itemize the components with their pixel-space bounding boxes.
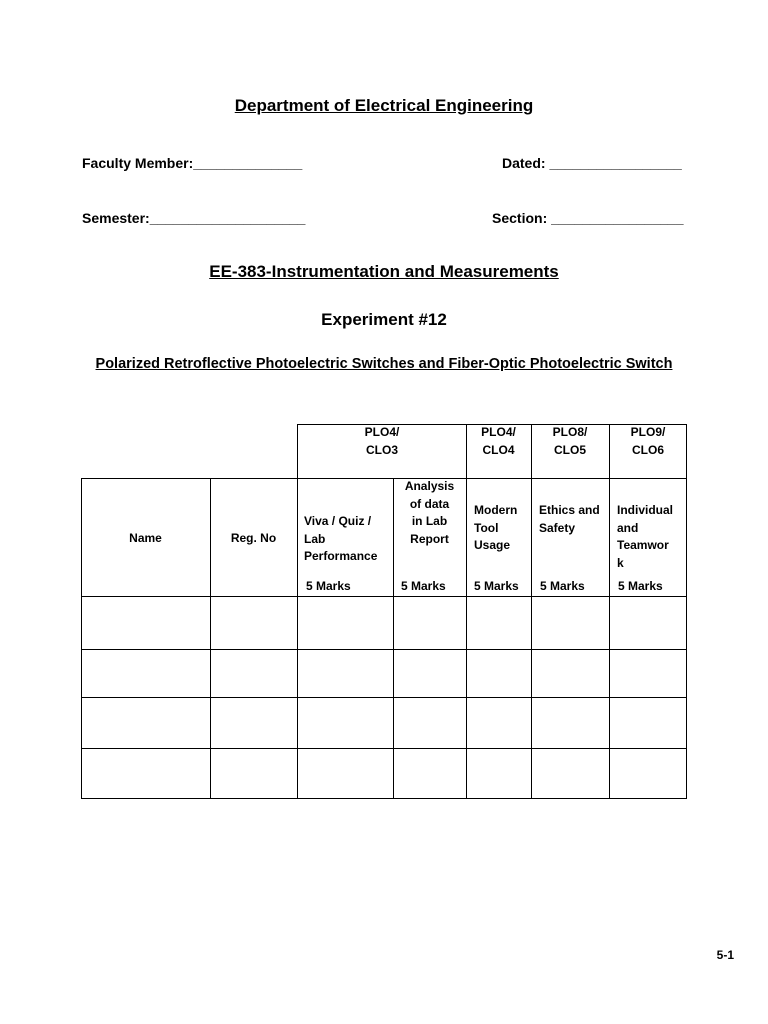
marks-label: 5 Marks [474,579,519,593]
criterion-line: Performance [304,549,378,563]
plo-header-3 [531,424,609,459]
faculty-member-label: Faculty Member: [82,155,194,171]
table-row[interactable] [82,749,686,798]
dated-label: Dated: [502,155,550,171]
criterion-analysis-of-data [393,478,466,548]
criterion-ethics-and-safety [539,502,609,537]
name-header: Name [129,531,162,545]
marks-label: 5 Marks [618,579,663,593]
marks-label: 5 Marks [540,579,585,593]
section-field[interactable] [492,210,684,226]
dated-blank[interactable]: _________________ [549,155,682,171]
criterion-line: Viva / Quiz / [304,514,372,528]
criterion-line: Ethics and [539,503,600,517]
table-row[interactable] [82,650,686,697]
criterion-line: Individual [617,503,674,517]
plo-header-1 [297,424,467,459]
faculty-member-field[interactable] [82,155,302,171]
course-title: EE-383-Instrumentation and Measurements [209,262,559,281]
criterion-line: in Lab [411,514,448,528]
clo-label: CLO5 [553,442,586,457]
table-row[interactable] [82,698,686,748]
semester-blank[interactable]: ____________________ [149,210,306,226]
section-blank[interactable]: _________________ [551,210,684,226]
plo-header-2 [466,424,531,459]
criterion-line: Tool [474,520,499,535]
marks-label: 5 Marks [401,579,446,593]
criterion-line: Lab [304,531,326,546]
reg-no-header: Reg. No [230,531,277,545]
table-row[interactable] [82,597,686,649]
plo-label: PLO4/ [364,425,400,439]
plo-label: PLO4/ [481,425,516,439]
criterion-modern-tool-usage [474,502,532,555]
criterion-line: Safety [539,520,576,535]
criterion-line: of data [409,496,450,511]
marks-label: 5 Marks [306,579,351,593]
clo-label: CLO6 [631,442,664,457]
page-number: 5-1 [716,948,734,962]
criterion-line: Teamwor [617,538,669,552]
criterion-line: Modern [474,503,518,517]
criterion-viva-quiz-lab [304,513,392,566]
criterion-line: k [617,555,624,570]
clo-label: CLO4 [482,442,515,457]
experiment-number: Experiment #12 [321,310,447,329]
criterion-individual-teamwork [617,502,687,572]
criterion-line: Usage [474,538,511,552]
clo-label: CLO3 [365,442,398,457]
criterion-line: Analysis [404,479,455,493]
semester-field[interactable] [82,210,305,226]
criterion-line: Report [410,531,449,546]
section-label: Section: [492,210,552,226]
criterion-line: and [617,520,639,535]
plo-label: PLO9/ [630,425,666,439]
semester-label: Semester: [82,210,150,226]
faculty-member-blank[interactable]: ______________ [193,155,303,171]
department-heading: Department of Electrical Engineering [234,96,534,115]
plo-header-4 [609,424,687,459]
dated-field[interactable] [502,155,682,171]
experiment-title: Polarized Retroflective Photoelectric Switches and Fiber-Optic Photoelectric Switch [95,356,673,372]
plo-label: PLO8/ [552,425,588,439]
